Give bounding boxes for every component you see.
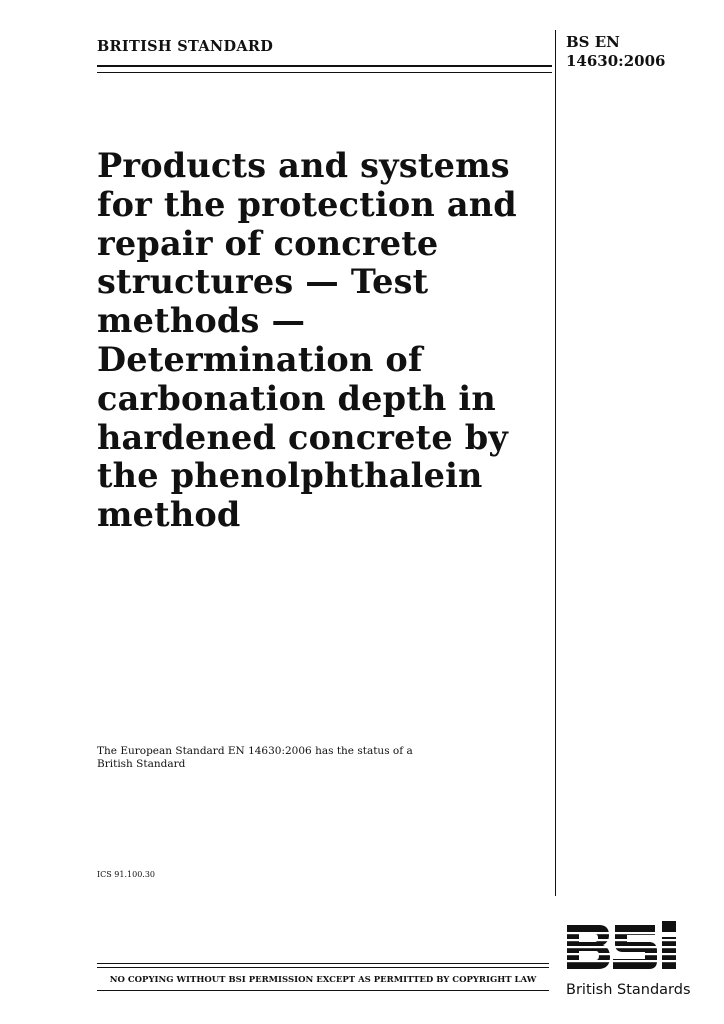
title-line: Products and systems bbox=[97, 146, 510, 185]
standard-number-prefix: BS EN bbox=[566, 33, 620, 51]
document-title bbox=[97, 147, 547, 535]
title-line: hardened concrete by bbox=[97, 417, 509, 457]
status-statement bbox=[97, 745, 457, 771]
status-line: The European Standard EN 14630:2006 has the status of a bbox=[97, 745, 413, 757]
standard-number bbox=[566, 33, 665, 71]
ics-code: ICS 91.100.30 bbox=[97, 870, 156, 879]
header-rule-thin bbox=[97, 72, 552, 73]
copyright-rule bbox=[97, 967, 549, 968]
copyright-rule bbox=[97, 963, 549, 964]
copyright-rule bbox=[97, 990, 549, 991]
title-line: the phenolphthalein bbox=[97, 456, 483, 496]
bsi-logo bbox=[565, 917, 690, 977]
header-rule bbox=[97, 65, 552, 67]
title-line: carbonation depth in bbox=[97, 378, 496, 418]
vertical-divider bbox=[555, 30, 556, 896]
title-line: for the protection and bbox=[97, 184, 517, 224]
logo-subtitle: British Standards bbox=[566, 982, 691, 998]
standard-number-code: 14630:2006 bbox=[566, 52, 666, 70]
status-line: British Standard bbox=[97, 758, 186, 770]
title-line: structures — Test bbox=[97, 262, 429, 302]
copyright-notice: NO COPYING WITHOUT BSI PERMISSION EXCEPT AS PERMITTED BY COPYRIGHT LAW bbox=[109, 975, 537, 985]
title-line: repair of concrete bbox=[97, 223, 439, 263]
title-line: Determination of bbox=[97, 339, 423, 379]
title-line: methods — bbox=[97, 301, 306, 341]
document-category: BRITISH STANDARD bbox=[97, 38, 274, 55]
title-line: method bbox=[97, 495, 241, 535]
